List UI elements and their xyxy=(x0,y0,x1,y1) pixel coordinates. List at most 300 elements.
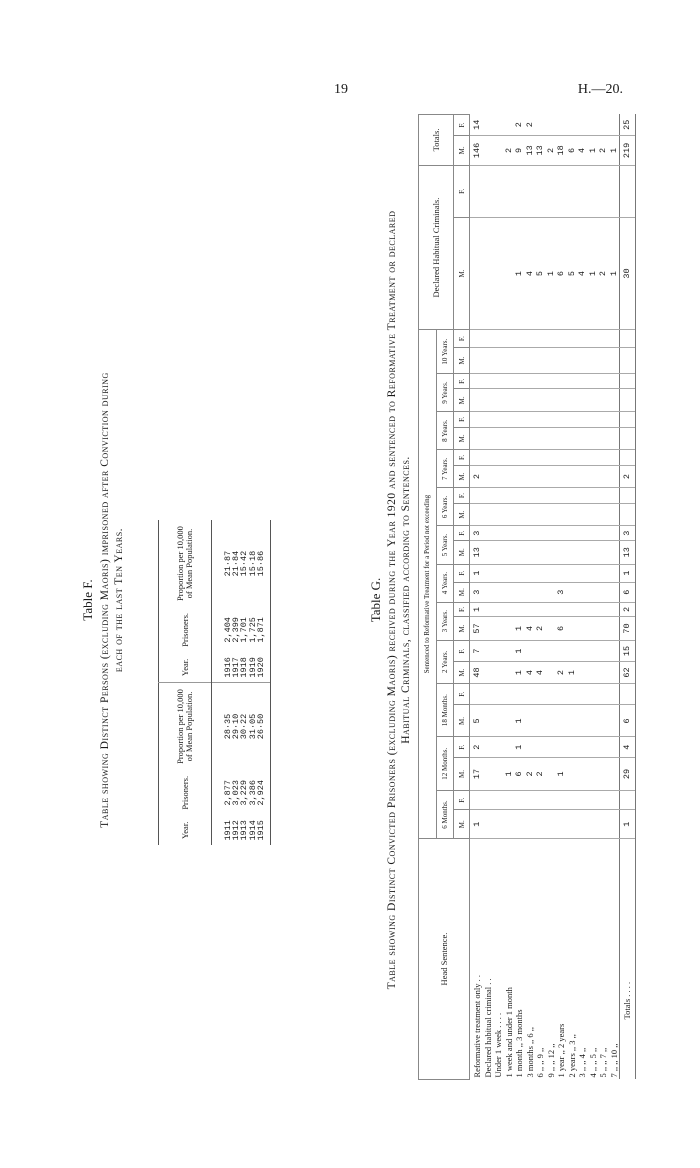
table-g-cell xyxy=(525,564,536,582)
table-g-cell xyxy=(609,526,620,541)
table-g-period-header: 4 Years. xyxy=(436,564,454,602)
table-g-cell xyxy=(567,374,578,389)
table-g-cell xyxy=(525,427,536,450)
table-g-cell xyxy=(483,165,494,217)
table-g-cell xyxy=(525,330,536,348)
table-g-cell xyxy=(567,165,578,217)
table-g-cell xyxy=(525,412,536,427)
table-g-cell xyxy=(567,465,578,488)
table-g-sex-f: F. xyxy=(454,737,470,757)
table-g-cell: 2 xyxy=(620,602,636,617)
table-g-declared-header: Declared Habitual Criminals. xyxy=(419,165,454,329)
table-f-header-prisoners: Prisoners. xyxy=(159,770,212,816)
table-g-row xyxy=(556,115,567,1080)
table-g-cell xyxy=(598,602,609,617)
table-g-cell xyxy=(598,640,609,662)
table-g-cell xyxy=(483,810,494,839)
table-g-cell xyxy=(556,374,567,389)
table-g-cell xyxy=(609,810,620,839)
table-f-proportion: 28·35 xyxy=(212,683,233,770)
table-g-cell xyxy=(535,705,546,737)
table-g-cell xyxy=(577,450,588,465)
table-g-cell xyxy=(567,450,578,465)
table-g-cell xyxy=(483,705,494,737)
table-g-cell: 57 xyxy=(470,617,483,641)
table-g-cell xyxy=(546,450,557,465)
table-g-cell xyxy=(620,330,636,348)
table-g-cell xyxy=(567,791,578,810)
table-g-cell xyxy=(588,757,599,790)
table-g-sex-m: M. xyxy=(454,347,470,373)
table-f-prisoners: 2,877 xyxy=(223,780,233,806)
table-f-label: Table F. xyxy=(80,579,95,621)
table-f-proportion: 26·50 xyxy=(257,683,271,770)
table-g-totals-header: Totals. xyxy=(419,115,454,166)
table-g-cell xyxy=(535,412,546,427)
table-g-cell xyxy=(535,427,546,450)
table-g-cell xyxy=(609,330,620,348)
table-g-cell: 1 xyxy=(556,757,567,790)
table-g-cell: 13 xyxy=(470,540,483,564)
table-g-period-header: 8 Years. xyxy=(436,412,454,450)
table-g-cell xyxy=(546,412,557,427)
table-f-year: 1918 xyxy=(239,657,250,678)
table-g-cell xyxy=(620,488,636,503)
table-g-cell xyxy=(609,347,620,373)
table-g-cell xyxy=(620,450,636,465)
table-g-cell xyxy=(535,526,546,541)
table-g-cell xyxy=(556,503,567,526)
table-g-cell xyxy=(577,791,588,810)
table-g-cell xyxy=(493,564,504,582)
table-g-row xyxy=(609,115,620,1080)
table-g-cell xyxy=(567,427,578,450)
table-g-sex-f: F. xyxy=(454,165,470,217)
table-g-cell xyxy=(609,602,620,617)
table-g-cell xyxy=(620,347,636,373)
table-g-cell xyxy=(525,791,536,810)
table-g-cell xyxy=(514,374,525,389)
table-g-sex-f: F. xyxy=(454,791,470,810)
table-g-title-line2: Habitual Criminals, classified according to Sentences. xyxy=(400,456,412,744)
table-g-sex-f: F. xyxy=(454,374,470,389)
table-g-sex-m: M. xyxy=(454,617,470,641)
table-g-cell: 3 xyxy=(470,582,483,602)
table-g-cell xyxy=(535,389,546,412)
table-g-cell xyxy=(493,347,504,373)
table-g-cell xyxy=(483,347,494,373)
table-g-cell xyxy=(504,165,515,217)
table-g-cell xyxy=(525,165,536,217)
table-g-cell xyxy=(577,465,588,488)
table-f-prisoners: 1,725 xyxy=(247,617,258,643)
table-g-cell xyxy=(514,412,525,427)
table-g-cell xyxy=(609,488,620,503)
table-g-cell xyxy=(598,389,609,412)
table-g-cell xyxy=(588,115,599,136)
table-f-prisoners: 3,229 xyxy=(239,780,250,806)
table-g-cell xyxy=(514,503,525,526)
table-f-year: 1916 xyxy=(223,657,233,678)
table-g-sex-f: F. xyxy=(454,602,470,617)
table-g-period-header: 12 Months. xyxy=(436,737,454,791)
table-g-period-header: 3 Years. xyxy=(436,602,454,640)
table-f-row xyxy=(257,520,271,845)
table-g-cell xyxy=(588,810,599,839)
table-g-sex-m: M. xyxy=(454,662,470,684)
table-g-cell xyxy=(556,115,567,136)
table-g-cell xyxy=(535,374,546,389)
table-g-cell xyxy=(567,810,578,839)
table-f-header-row xyxy=(159,520,212,845)
table-g-cell xyxy=(609,683,620,705)
table-g-cell xyxy=(577,347,588,373)
table-g-cell xyxy=(493,465,504,488)
table-g-cell xyxy=(588,412,599,427)
table-g-cell xyxy=(514,465,525,488)
table-g-cell xyxy=(577,757,588,790)
table-g-cell xyxy=(546,617,557,641)
table-g-cell xyxy=(609,662,620,684)
table-g-cell xyxy=(609,465,620,488)
table-f-year: 1912 xyxy=(231,820,242,841)
table-g-cell xyxy=(470,347,483,373)
table-g-cell: 9 xyxy=(514,135,525,165)
table-f-proportion: 21·87 xyxy=(223,550,233,577)
table-g-sex-f: F. xyxy=(454,526,470,541)
table-g-cell xyxy=(567,540,578,564)
table-g-cell xyxy=(588,662,599,684)
table-g-cell xyxy=(493,135,504,165)
table-g-cell: 4 xyxy=(525,662,536,684)
table-g-cell: 13 xyxy=(525,135,536,165)
table-g-cell: 2 xyxy=(535,757,546,790)
table-g-cell xyxy=(609,389,620,412)
table-g-cell xyxy=(567,564,578,582)
table-g-cell xyxy=(609,564,620,582)
table-g-cell: 4 xyxy=(577,217,588,329)
table-g-cell xyxy=(556,540,567,564)
table-g-cell xyxy=(567,526,578,541)
table-g-cell: 4 xyxy=(525,217,536,329)
table-g-cell xyxy=(567,617,578,641)
table-g-cell xyxy=(525,540,536,564)
table-g-cell xyxy=(493,412,504,427)
table-g-cell xyxy=(504,347,515,373)
table-g-cell: 1 xyxy=(514,640,525,662)
table-g-cell: 25 xyxy=(620,115,636,136)
table-g-cell: 5 xyxy=(470,705,483,737)
table-g-cell xyxy=(493,683,504,705)
table-g-sex-m: M. xyxy=(454,810,470,839)
table-f-header-prisoners-2: Prisoners. xyxy=(159,607,212,653)
table-g-cell xyxy=(588,165,599,217)
table-g-cell xyxy=(525,683,536,705)
table-g-cell xyxy=(588,465,599,488)
table-g-cell xyxy=(546,757,557,790)
table-g-cell: 1 xyxy=(620,810,636,839)
table-g-cell xyxy=(504,217,515,329)
table-g-cell xyxy=(504,791,515,810)
table-g-header-row-1 xyxy=(419,115,437,1080)
table-g-sex-m: M. xyxy=(454,705,470,737)
table-g-cell: 1 xyxy=(514,737,525,757)
table-g-cell xyxy=(609,115,620,136)
table-g-cell xyxy=(483,450,494,465)
table-f-proportion: 31·05 xyxy=(249,683,257,770)
table-f-header-year: Year. xyxy=(159,816,212,845)
table-g-cell xyxy=(588,347,599,373)
table-g-cell: 3 xyxy=(470,526,483,541)
table-g-cell: 1 xyxy=(470,602,483,617)
table-g-row xyxy=(535,115,546,1080)
table-g-cell xyxy=(609,427,620,450)
table-g-cell xyxy=(514,810,525,839)
table-g-cell xyxy=(588,389,599,412)
table-g-cell xyxy=(525,640,536,662)
table-f-proportion: 15·86 xyxy=(257,520,271,607)
table-f-prisoners: 2,404 xyxy=(223,617,233,643)
table-f-year: 1915 xyxy=(257,816,271,845)
table-g-row xyxy=(598,115,609,1080)
table-g-cell xyxy=(483,737,494,757)
table-g-cell: 48 xyxy=(470,662,483,684)
table-g-cell xyxy=(588,683,599,705)
table-g-cell xyxy=(504,412,515,427)
table-g-cell xyxy=(567,602,578,617)
table-g-head-sentence-header: Head Sentence. xyxy=(419,839,470,1080)
table-f-proportion: 30·22 xyxy=(240,683,248,770)
table-g-cell xyxy=(567,737,578,757)
table-g-cell xyxy=(483,115,494,136)
table-g-row xyxy=(470,115,483,1080)
table-f-year: 1914 xyxy=(247,820,258,841)
document-reference: H.—20. xyxy=(577,82,623,97)
table-g-cell xyxy=(588,564,599,582)
table-g-row xyxy=(588,115,599,1080)
table-g-cell xyxy=(556,427,567,450)
table-g-cell xyxy=(598,374,609,389)
table-f-year: 1913 xyxy=(239,820,250,841)
table-g-cell: 1 xyxy=(470,810,483,839)
table-g-cell xyxy=(483,683,494,705)
table-f-prisoners: 3,023 xyxy=(231,780,242,806)
table-g-cell xyxy=(504,737,515,757)
table-g-sex-f: F. xyxy=(454,564,470,582)
table-g-cell: 1 xyxy=(504,757,515,790)
table-g-sex-m: M. xyxy=(454,540,470,564)
table-f-row xyxy=(212,520,233,845)
table-g-cell xyxy=(525,582,536,602)
table-g-cell xyxy=(535,347,546,373)
table-g-cell xyxy=(577,488,588,503)
table-g-cell xyxy=(504,374,515,389)
table-g-cell xyxy=(504,540,515,564)
table-g-cell xyxy=(588,503,599,526)
table-g-period-header: 18 Months. xyxy=(436,683,454,737)
table-g-cell xyxy=(546,564,557,582)
table-g-cell xyxy=(535,165,546,217)
table-g-cell xyxy=(470,488,483,503)
table-g-cell xyxy=(504,582,515,602)
table-g-row xyxy=(577,115,588,1080)
table-g-cell xyxy=(514,488,525,503)
table-g-cell xyxy=(493,389,504,412)
table-g-cell xyxy=(556,791,567,810)
table-f-header-year-2: Year. xyxy=(159,653,212,683)
table-g-cell xyxy=(493,791,504,810)
table-g-cell xyxy=(514,683,525,705)
table-g-cell xyxy=(598,526,609,541)
table-g-cell xyxy=(556,705,567,737)
table-g-cell xyxy=(514,582,525,602)
table-g-cell xyxy=(535,540,546,564)
table-g-cell xyxy=(567,683,578,705)
table-g-cell xyxy=(504,488,515,503)
table-g-cell xyxy=(577,389,588,412)
table-g-cell xyxy=(504,810,515,839)
table-g-cell xyxy=(514,389,525,412)
table-f-year: 1920 xyxy=(257,653,271,683)
table-g-cell xyxy=(588,450,599,465)
table-g-cell xyxy=(535,465,546,488)
table-g-cell: 2 xyxy=(620,465,636,488)
table-g-cell xyxy=(567,640,578,662)
table-g-cell xyxy=(525,602,536,617)
table-g-row-label: 9 ,, ,, 12 ,, xyxy=(545,1043,556,1078)
table-f-title-line1: Table showing Distinct Persons (excluding Maoris) imprisoned after Conviction during xyxy=(99,372,111,828)
table-g-cell: 2 xyxy=(598,217,609,329)
table-g-cell xyxy=(535,330,546,348)
table-g-cell xyxy=(483,602,494,617)
table-f-proportion: 21·84 xyxy=(231,550,242,577)
table-g-row-label: 3 months ,, 6 ,, xyxy=(524,1026,535,1078)
table-g-cell xyxy=(598,330,609,348)
table-g-title-line1: Table showing Distinct Convicted Prisoners (excluding Maoris) received during the Year 1920 and sentenced to Reformative Treatment or declared xyxy=(386,210,398,990)
table-g-cell xyxy=(577,503,588,526)
table-g-cell xyxy=(588,374,599,389)
table-g-cell xyxy=(483,757,494,790)
table-g-cell xyxy=(609,165,620,217)
table-g-cell: 1 xyxy=(514,617,525,641)
table-f-header-proportion-2-line1: Proportion per 10,000 xyxy=(175,526,185,601)
table-g-cell: 1 xyxy=(609,135,620,165)
table-g-cell xyxy=(514,330,525,348)
table-g-cell xyxy=(483,617,494,641)
table-g-cell xyxy=(504,389,515,412)
table-g-cell xyxy=(546,582,557,602)
table-g-cell xyxy=(556,165,567,217)
table-g-cell xyxy=(483,427,494,450)
table-g-cell xyxy=(483,374,494,389)
table-g-cell xyxy=(609,582,620,602)
table-g-cell xyxy=(493,582,504,602)
table-g-cell xyxy=(588,540,599,564)
table-g-cell xyxy=(470,389,483,412)
table-g-cell xyxy=(525,389,536,412)
table-g-sex-m: M. xyxy=(454,389,470,412)
table-g-cell xyxy=(546,330,557,348)
table-g-cell xyxy=(504,427,515,450)
table-g-cell xyxy=(514,347,525,373)
table-g-row xyxy=(514,115,525,1080)
table-g-cell xyxy=(598,582,609,602)
table-g-cell xyxy=(609,540,620,564)
table-g-cell xyxy=(567,757,578,790)
table-g-cell: 15 xyxy=(620,640,636,662)
table-g-cell xyxy=(493,488,504,503)
table-g-cell: 1 xyxy=(609,217,620,329)
table-g-cell xyxy=(525,488,536,503)
table-g-cell xyxy=(535,640,546,662)
table-g-cell: 1 xyxy=(588,217,599,329)
table-g-cell xyxy=(598,810,609,839)
table-g-cell xyxy=(535,683,546,705)
table-g-cell: 6 xyxy=(514,757,525,790)
table-g-cell xyxy=(577,602,588,617)
table-g-cell xyxy=(556,640,567,662)
table-g-cell xyxy=(546,540,557,564)
table-g-row-label: 1 year ,, 2 years xyxy=(556,1023,566,1078)
table-g-cell xyxy=(546,427,557,450)
table-g-cell xyxy=(493,705,504,737)
table-g-cell xyxy=(504,465,515,488)
table-g-cell xyxy=(546,389,557,412)
table-g-cell: 2 xyxy=(470,737,483,757)
table-g-cell xyxy=(556,347,567,373)
table-g-cell xyxy=(546,662,557,684)
page-number: 19 xyxy=(334,82,348,97)
table-g-cell: 3 xyxy=(620,526,636,541)
table-g-row xyxy=(493,115,504,1080)
table-g-cell: 13 xyxy=(535,135,546,165)
table-g-cell xyxy=(493,810,504,839)
table-g-cell xyxy=(620,165,636,217)
table-g-cell xyxy=(609,503,620,526)
table-g-cell xyxy=(598,737,609,757)
table-f-year: 1919 xyxy=(247,657,258,678)
table-g-cell xyxy=(577,582,588,602)
table-g-cell xyxy=(504,564,515,582)
table-g-cell xyxy=(577,662,588,684)
table-g-row-label: 1 month ,, 3 months xyxy=(514,1009,524,1078)
table-f-year: 1911 xyxy=(223,820,233,841)
table-g-cell xyxy=(577,640,588,662)
table-g-cell xyxy=(546,347,557,373)
table-g-cell xyxy=(493,427,504,450)
table-f-prisoners: 2,399 xyxy=(231,617,242,643)
table-g-cell: 70 xyxy=(620,617,636,641)
table-g-cell xyxy=(598,757,609,790)
table-f-prisoners: 3,386 xyxy=(247,780,258,806)
table-f-proportion: 15·42 xyxy=(239,550,250,577)
table-g-cell xyxy=(493,662,504,684)
table-g-cell: 1 xyxy=(514,217,525,329)
table-g-cell xyxy=(588,737,599,757)
table-f-header-proportion-2-line2: of Mean Population. xyxy=(184,528,194,599)
table-g-cell: 14 xyxy=(470,115,483,136)
table-g-cell xyxy=(598,662,609,684)
table-g-cell xyxy=(483,412,494,427)
table-g-cell: 6 xyxy=(620,582,636,602)
table-g-cell xyxy=(493,330,504,348)
table-g-cell xyxy=(483,465,494,488)
table-g-cell xyxy=(546,640,557,662)
table-g-cell xyxy=(577,165,588,217)
table-g-row xyxy=(567,115,578,1080)
table-g-cell xyxy=(514,450,525,465)
table-g-cell: 62 xyxy=(620,662,636,684)
